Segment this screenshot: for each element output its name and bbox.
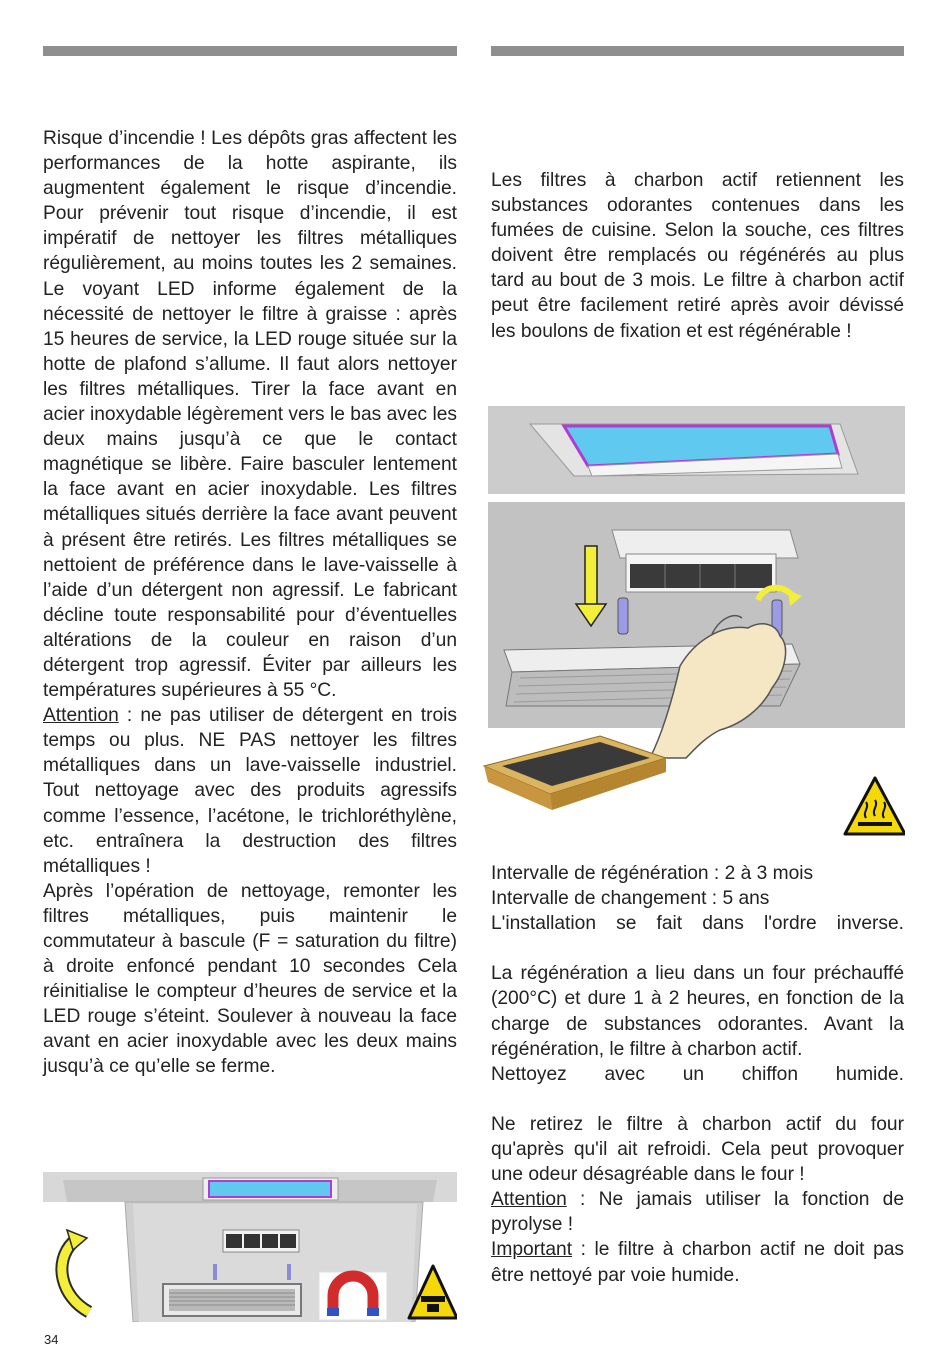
curved-arrow-icon bbox=[62, 1230, 89, 1312]
left-column bbox=[43, 126, 457, 1080]
hot-surface-warning-icon bbox=[845, 778, 905, 834]
right-header-bar bbox=[491, 46, 904, 56]
attention-label: Attention bbox=[43, 705, 119, 727]
right-column-lower bbox=[491, 861, 904, 1288]
page-number: 34 bbox=[44, 1332, 59, 1347]
spacer bbox=[491, 936, 904, 961]
right-column-intro bbox=[491, 168, 904, 344]
regeneration-paragraph: La régénération a lieu dans un four préchauffé (200°C) et dure 1 à 2 heures, en fonction de la charge de substances odorantes. Avant la régénération, le filtre à charbon actif. bbox=[491, 963, 904, 1060]
magnet-icon bbox=[319, 1272, 387, 1320]
remove-paragraph: Ne retirez le filtre à charbon actif du four qu'après qu'il ait refroidi. Cela peut provoquer une odeur désagréable dans le four ! bbox=[491, 1113, 904, 1186]
hood-open-figure bbox=[43, 1172, 457, 1322]
attention-text: : ne pas utiliser de détergent en trois temps ou plus. NE PAS nettoyer les filtres métalliques dans un lave-vaisselle industriel. Tout nettoyage avec des produits agressifs comme l’essence, l’acétone, le trichloréthylène, etc. entraînera la destruction des filtres métalliques ! bbox=[43, 705, 457, 877]
clean-paragraph: Nettoyez avec un chiffon humide. bbox=[491, 1063, 904, 1085]
carbon-filter-intro: Les filtres à charbon actif retiennent les substances odorantes contenues dans les fumées de cuisine. Selon la souche, ces filtres doivent être remplacés ou régénérés au plus tard au bout de 3 mois. Le filtre à charbon actif peut être facilement retiré après avoir dévissé les boulons de fixation et est régénérable ! bbox=[491, 170, 904, 342]
change-interval: Intervalle de changement : 5 ans bbox=[491, 888, 770, 910]
fire-risk-paragraph: Risque d’incendie ! Les dépôts gras affectent les performances de la hotte aspirante, ils augmentent également le risque d’incendie. Pour prévenir tout risque d’incendie, il est impératif de nettoyer les filtres métalliques régulièrement, au moins toutes les 2 semaines. Le voyant LED informe également de la nécessité de nettoyer le filtre à graisse : après 15 heures de service, la LED rouge située sur la hotte de plafond s’allume. Il faut alors nettoyer les filtres métalliques. Tirer la face avant en acier inoxydable légèrement vers le bas avec les deux mains jusqu’à ce que le contact magnétique se libère. Faire basculer lentement la face avant en acier inoxydable. Les filtres métalliques situés derrière la face avant peuvent à présent être retirés. Les filtres métalliques se nettoient de préférence dans le lave-vaisselle à l’aide d’un détergent non agressif. Le fabricant décline toute responsabilité pour d’éventuelles altérations de la couleur en raison d’un détergent trop agressif. Éviter par ailleurs les températures supérieures à 55 °C. bbox=[43, 128, 457, 702]
attention-text-right: : Ne jamais utiliser la fonction de pyrolyse ! bbox=[491, 1189, 904, 1236]
carbon-filter-removal-figure bbox=[480, 406, 905, 836]
important-label: Important bbox=[491, 1239, 573, 1261]
attention-paragraph-right bbox=[491, 1187, 904, 1237]
regeneration-interval: Intervalle de régénération : 2 à 3 mois bbox=[491, 863, 814, 884]
important-text: : le filtre à charbon actif ne doit pas être nettoyé par voie humide. bbox=[491, 1239, 904, 1286]
attention-paragraph bbox=[43, 703, 457, 879]
left-header-bar bbox=[43, 46, 457, 56]
reassembly-paragraph: Après l’opération de nettoyage, remonter les filtres métalliques, puis maintenir le commutateur à bascule (F = saturation du filtre) à droite enfoncé pendant 10 secondes Cela réinitialise le compteur d’heures de service et la LED rouge s’éteint. Soulever à nouveau la face avant en acier inoxydable avec les deux mains jusqu’à ce qu’elle se ferme. bbox=[43, 880, 457, 1078]
attention-label-right: Attention bbox=[491, 1189, 567, 1211]
important-paragraph bbox=[491, 1237, 904, 1287]
install-reverse: L'installation se fait dans l'ordre inverse. bbox=[491, 913, 904, 935]
spacer bbox=[491, 1087, 904, 1112]
